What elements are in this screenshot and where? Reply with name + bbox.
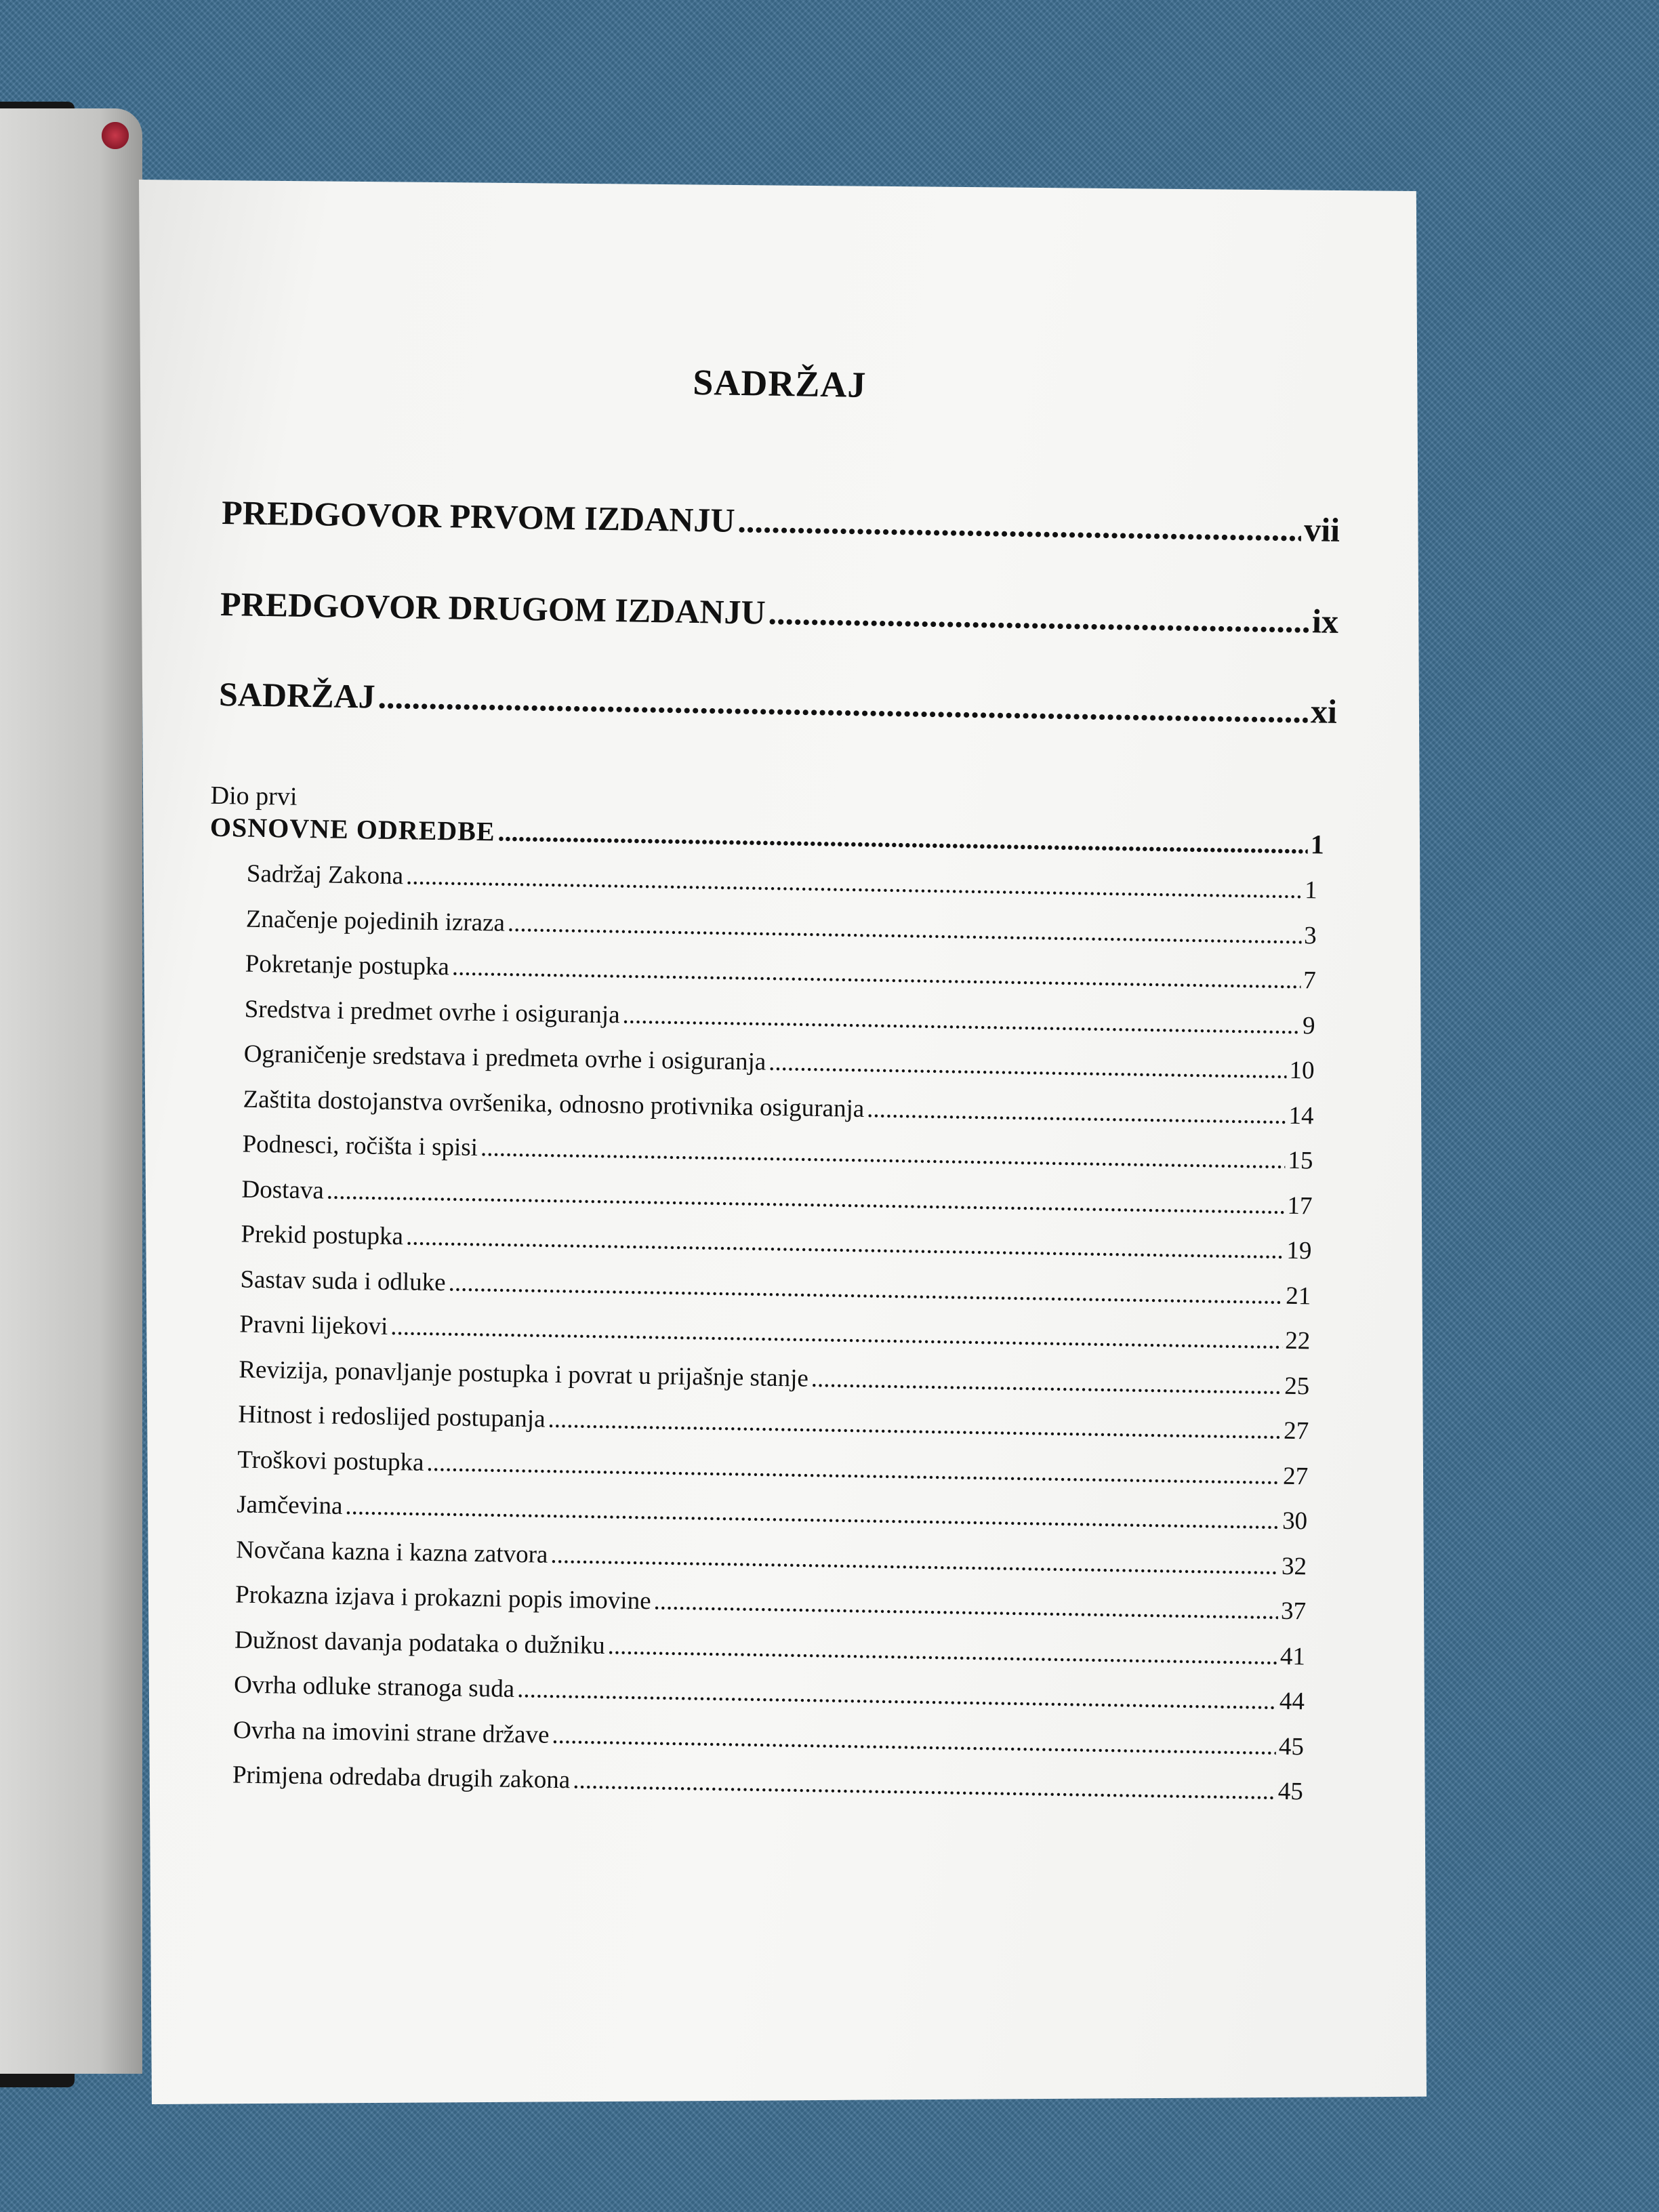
dot-leader [607, 1631, 1277, 1671]
toc-entry-page: 1 [1304, 876, 1318, 905]
part-page: 1 [1310, 829, 1326, 860]
toc-entry-label: Ograničenje sredstava i predmeta ovrhe i osiguranja [243, 1040, 766, 1076]
toc-entry [246, 904, 1317, 950]
dot-leader [737, 501, 1302, 549]
dot-leader [406, 1222, 1284, 1265]
part-label: Dio prvi [210, 781, 298, 811]
toc-entry-page: 17 [1287, 1191, 1313, 1220]
toc-entry-page: 37 [1280, 1597, 1307, 1626]
table-of-contents [108, 180, 1426, 2124]
toc-entry-label: Zaštita dostojanstva ovršenika, odnosno protivnika osiguranja [243, 1085, 865, 1123]
dot-leader [426, 1448, 1280, 1490]
dot-leader [867, 1094, 1286, 1130]
toc-entry-page: 25 [1284, 1372, 1310, 1400]
toc-entry-page: 3 [1303, 921, 1317, 949]
toc-entry-label: Troškovi postupka [237, 1446, 424, 1477]
toc-entry-label: SADRŽAJ [218, 674, 376, 716]
page-title: SADRŽAJ [692, 361, 867, 405]
toc-entry-page: 19 [1286, 1236, 1312, 1265]
toc-entry-page: 45 [1278, 1732, 1305, 1761]
toc-entry-label: Novčana kazna i kazna zatvora [235, 1536, 548, 1569]
toc-entry-label: Ovrha na imovini strane države [232, 1715, 550, 1749]
toc-entry-label: PREDGOVOR PRVOM IZDANJU [221, 493, 735, 539]
toc-entry [241, 1174, 1312, 1221]
dot-leader [406, 861, 1303, 905]
toc-major-entry [222, 493, 1340, 550]
toc-entry-label: Sadržaj Zakona [246, 859, 404, 890]
dot-leader [622, 1000, 1300, 1040]
toc-entry-label: Revizija, ponavljanje postupka i povrat u prijašnje stanje [239, 1355, 809, 1393]
toc-entry [247, 859, 1317, 905]
toc-entry [237, 1445, 1308, 1491]
toc-entry-label: Hitnost i redoslijed postupanja [238, 1400, 546, 1433]
dot-leader [497, 815, 1308, 860]
toc-entry [233, 1715, 1304, 1761]
toc-entry-page: 45 [1277, 1777, 1304, 1806]
toc-entry [244, 994, 1315, 1040]
toc-entry-page: 14 [1288, 1101, 1314, 1130]
dot-leader [811, 1364, 1282, 1400]
toc-entry-label: Značenje pojedinih izraza [245, 905, 506, 937]
toc-entry-page: xi [1310, 692, 1338, 731]
dot-leader [480, 1133, 1286, 1175]
toc-entry [240, 1265, 1311, 1311]
dot-leader [552, 1720, 1276, 1761]
dot-leader [573, 1765, 1275, 1805]
toc-entry [241, 1220, 1311, 1266]
toc-entry-label: Primjena odredaba drugih zakona [232, 1761, 571, 1795]
toc-entry-label: Pokretanje postupka [245, 949, 450, 981]
toc-entry-page: 27 [1283, 1416, 1309, 1446]
toc-entry-label: Podnesci, ročišta i spisi [242, 1130, 478, 1162]
dot-leader [508, 908, 1302, 949]
toc-entry-page: 27 [1282, 1462, 1309, 1490]
toc-entry-label: Jamčevina [236, 1490, 343, 1520]
toc-entry-page: 10 [1289, 1056, 1315, 1085]
toc-entry-label: Ovrha odluke stranoga suda [233, 1671, 515, 1703]
dot-leader [517, 1675, 1277, 1716]
toc-entry [237, 1490, 1307, 1536]
toc-entry [232, 1760, 1303, 1806]
dot-leader [769, 1048, 1287, 1085]
dot-leader [390, 1312, 1283, 1355]
dot-leader [653, 1586, 1278, 1625]
dot-leader [448, 1268, 1283, 1310]
toc-entry-label: Sastav suda i odluke [240, 1265, 446, 1296]
toc-entry [242, 1130, 1313, 1176]
toc-major-entry [219, 674, 1338, 731]
dot-leader [550, 1540, 1279, 1580]
dot-leader [548, 1405, 1281, 1446]
part-title: OSNOVNE ODREDBE [209, 811, 495, 847]
ribbon-marker [102, 122, 129, 149]
toc-entry-page: 41 [1279, 1642, 1306, 1671]
toc-entry [243, 1040, 1314, 1086]
part-heading [210, 811, 1326, 861]
toc-entry-page: 15 [1288, 1146, 1313, 1175]
toc-entry [245, 949, 1316, 996]
toc-entry [239, 1355, 1309, 1401]
toc-entry-label: Prokazna izjava i prokazni popis imovine [234, 1580, 651, 1616]
toc-entry [238, 1400, 1309, 1446]
toc-entry-page: 44 [1279, 1687, 1305, 1716]
toc-entry [234, 1625, 1305, 1671]
toc-entry-label: Prekid postupka [241, 1220, 404, 1251]
toc-entry [243, 1084, 1313, 1130]
toc-entry-page: 21 [1286, 1282, 1311, 1310]
toc-entry-label: Pravni lijekovi [239, 1310, 388, 1340]
toc-entry-page: 9 [1302, 1011, 1315, 1040]
toc-entry-page: 30 [1282, 1507, 1308, 1536]
toc-entry-page: 7 [1303, 966, 1316, 995]
dot-leader [327, 1176, 1285, 1220]
dot-leader [377, 677, 1308, 731]
dot-leader [452, 952, 1301, 995]
toc-major-entry [220, 584, 1339, 641]
toc-entry-page: ix [1311, 602, 1339, 640]
toc-entry-page: 32 [1281, 1552, 1307, 1580]
dot-leader [345, 1492, 1279, 1536]
toc-entry-page: 22 [1284, 1326, 1311, 1355]
toc-entry [235, 1580, 1306, 1626]
toc-entry-label: PREDGOVOR DRUGOM IZDANJU [220, 584, 766, 632]
toc-entry-label: Dužnost davanja podataka o dužniku [234, 1625, 606, 1660]
dot-leader [768, 593, 1309, 641]
toc-entry [236, 1535, 1307, 1581]
toc-entry-label: Sredstva i predmet ovrhe i osiguranja [244, 995, 620, 1029]
toc-entry-label: Dostava [241, 1175, 325, 1204]
toc-entry [234, 1670, 1305, 1716]
toc-entry-page: vii [1303, 510, 1340, 549]
toc-entry [239, 1310, 1310, 1356]
